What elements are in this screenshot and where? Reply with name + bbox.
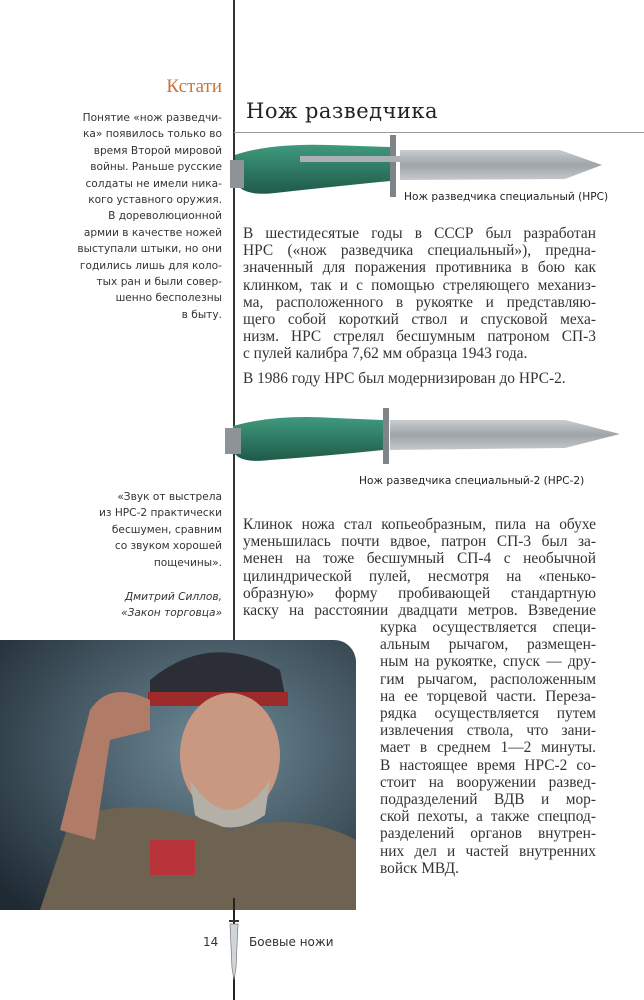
text-line: ным на рукоятке, спуск — дру-: [380, 653, 596, 671]
text-line: щего собой короткий ствол и спусковой меха-: [243, 311, 596, 329]
text-line: разделений органов внутрен-: [380, 825, 596, 843]
text-line: ка» появилось только во: [83, 128, 222, 141]
text-line: войск МВД.: [380, 859, 459, 877]
text-line: В шестидесятые годы в СССР был разработан: [243, 225, 596, 242]
text-line: с пулей калибра 7,62 мм образца 1943 года.: [243, 345, 528, 363]
text-line: армии в качестве ножей: [83, 226, 222, 239]
page-title: Нож разведчика: [246, 99, 439, 123]
officer-photo: [0, 640, 356, 910]
text-line: образную» форму пробивающей стандартную: [243, 584, 596, 602]
text-line: «Закон торговца»: [121, 607, 222, 620]
text-line: выступали штыки, но они: [77, 243, 222, 256]
text-line: низм. НРС стрелял бесшумным патроном СП-3: [243, 328, 596, 346]
text-line: ской пехоты, а также спецпод-: [380, 808, 596, 826]
paragraph-3: [243, 516, 596, 619]
text-line: цилиндрической пулей, несмотря на «пенько-: [243, 567, 596, 585]
text-line: шенно бесполезны: [115, 292, 222, 305]
knife-nrs2-image: [225, 408, 625, 473]
text-line: стоит на вооружении развед-: [380, 773, 596, 791]
text-line: В настоящее время НРС-2 со-: [380, 756, 596, 774]
caption-nrs: Нож разведчика специальный (НРС): [404, 191, 609, 203]
title-rule: [234, 132, 644, 133]
text-line: альным рычагом, размещен-: [380, 636, 596, 654]
text-line: в быту.: [181, 308, 222, 321]
text-line: подразделений ВДВ и мор-: [380, 791, 596, 809]
text-line: войны. Раньше русские: [90, 161, 222, 174]
text-line: время Второй мировой: [93, 144, 222, 157]
text-line: мает в среднем 1—2 минуты.: [380, 739, 596, 757]
paragraph-1: [243, 225, 596, 363]
text-line: В 1986 году НРС был модернизирован до НРС-2.: [243, 370, 566, 387]
text-line: извлечения ствола, что зани-: [380, 722, 596, 740]
quote-text: [57, 489, 222, 571]
column-divider: [233, 0, 235, 640]
text-line: НРС («нож разведчика специальный»), предна-: [243, 242, 596, 260]
text-line: значенный для поражения противника в бою как: [243, 259, 596, 277]
text-line: них дел и частей внутренних: [380, 842, 596, 860]
text-line: «Звук от выстрела: [117, 491, 222, 503]
paragraph-2: [243, 370, 596, 387]
text-line: Понятие «нож разведчи-: [82, 112, 222, 124]
text-line: курка осуществляется специ-: [380, 619, 596, 636]
text-line: из НРС-2 практически: [98, 507, 222, 520]
text-line: уменьшилась почти вдвое, патрон СП-3 был за-: [243, 533, 596, 551]
text-line: рядка осуществляется путем: [380, 705, 596, 723]
text-line: ма, расположенного в рукоятке и представляю-: [243, 293, 596, 311]
paragraph-3-continued: [380, 619, 596, 877]
sidebar-title: Кстати: [166, 76, 222, 97]
text-line: каску на расстоянии двадцати метров. Взведение: [243, 602, 596, 620]
text-line: В дореволюционной: [108, 210, 222, 223]
text-line: кого уставного оружия.: [88, 194, 222, 207]
text-line: со звуком хорошей: [114, 540, 222, 553]
book-title: Боевые ножи: [249, 935, 334, 949]
text-line: на ее торцевой части. Переза-: [380, 687, 596, 705]
text-line: бесшумен, сравним: [111, 523, 222, 536]
text-line: солдаты не имели ника-: [85, 177, 222, 190]
text-line: Клинок ножа стал копьеобразным, пила на обухе: [243, 516, 596, 533]
dagger-icon: [226, 898, 242, 1000]
text-line: гим рычагом, расположенным: [380, 670, 596, 688]
text-line: годились лишь для коло-: [79, 259, 222, 272]
page-number: 14: [203, 935, 219, 949]
sidebar-text: [57, 110, 222, 323]
text-line: пощечины».: [153, 556, 222, 569]
text-line: тых ран и были совер-: [96, 276, 222, 289]
quote-author: [57, 589, 222, 622]
text-line: клинком, так и с помощью стреляющего механиз-: [243, 276, 596, 294]
text-line: менен на тоже бесшумный СП-4 с необычной: [243, 550, 596, 568]
caption-nrs2: Нож разведчика специальный-2 (НРС-2): [359, 475, 585, 487]
text-line: Дмитрий Силлов,: [124, 591, 222, 603]
